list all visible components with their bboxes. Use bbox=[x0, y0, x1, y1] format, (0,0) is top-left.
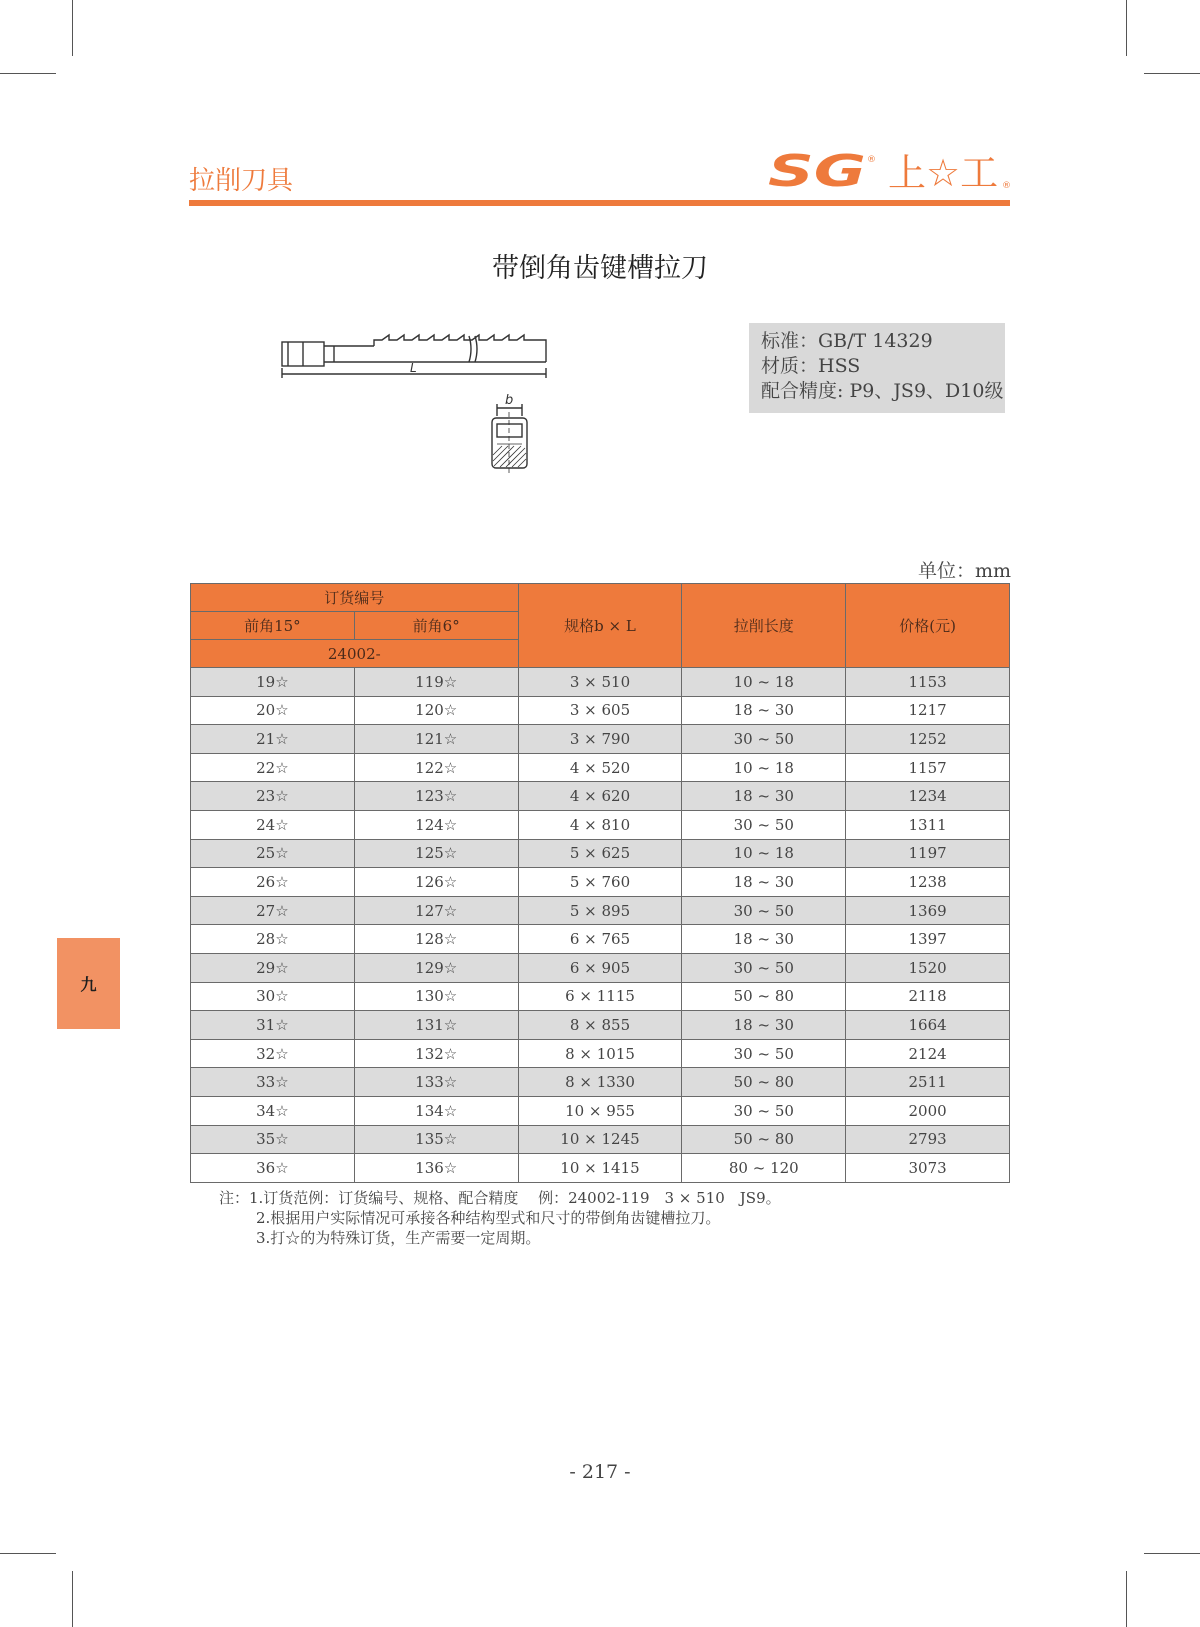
spec-cell: 4 × 810 bbox=[518, 810, 682, 839]
spec-cell: 3 × 790 bbox=[518, 725, 682, 754]
length-cell: 30 ~ 50 bbox=[682, 810, 846, 839]
spec-cell: 6 × 1115 bbox=[518, 982, 682, 1011]
spec-cell: 10 × 1245 bbox=[518, 1125, 682, 1154]
price-cell: 3073 bbox=[846, 1154, 1010, 1183]
order-no-rake6: 133☆ bbox=[354, 1068, 518, 1097]
spec-cell: 8 × 855 bbox=[518, 1011, 682, 1040]
order-no-rake6: 120☆ bbox=[354, 696, 518, 725]
order-no-rake6: 127☆ bbox=[354, 896, 518, 925]
order-no-rake15: 19☆ bbox=[191, 668, 355, 697]
spec-box bbox=[749, 323, 1005, 413]
table-row bbox=[191, 668, 1010, 697]
notes bbox=[219, 1188, 781, 1248]
table-row bbox=[191, 725, 1010, 754]
table-row bbox=[191, 953, 1010, 982]
order-no-rake6: 128☆ bbox=[354, 925, 518, 954]
price-cell: 1252 bbox=[846, 725, 1010, 754]
order-no-rake15: 35☆ bbox=[191, 1125, 355, 1154]
price-cell: 1397 bbox=[846, 925, 1010, 954]
crop-mark bbox=[1144, 1553, 1200, 1554]
price-cell: 1520 bbox=[846, 953, 1010, 982]
page-title: 带倒角齿键槽拉刀 bbox=[492, 253, 708, 284]
table-row bbox=[191, 1011, 1010, 1040]
registered-mark: ® bbox=[867, 155, 876, 165]
length-cell: 30 ~ 50 bbox=[682, 953, 846, 982]
crop-mark bbox=[1126, 1571, 1127, 1627]
crop-mark bbox=[1126, 0, 1127, 56]
order-no-rake15: 31☆ bbox=[191, 1011, 355, 1040]
order-no-rake6: 119☆ bbox=[354, 668, 518, 697]
order-no-rake15: 22☆ bbox=[191, 753, 355, 782]
table-row bbox=[191, 782, 1010, 811]
order-no-rake6: 135☆ bbox=[354, 1125, 518, 1154]
order-no-rake15: 36☆ bbox=[191, 1154, 355, 1183]
order-no-rake15: 28☆ bbox=[191, 925, 355, 954]
chapter-tab: 九 bbox=[57, 938, 120, 1029]
spec-precision: 配合精度: P9、JS9、D10级 bbox=[761, 380, 1004, 402]
length-cell: 18 ~ 30 bbox=[682, 782, 846, 811]
unit-label: 单位：mm bbox=[918, 560, 1012, 582]
length-cell: 30 ~ 50 bbox=[682, 725, 846, 754]
table-row bbox=[191, 1125, 1010, 1154]
order-no-rake15: 26☆ bbox=[191, 868, 355, 897]
order-no-rake6: 129☆ bbox=[354, 953, 518, 982]
spec-cell: 3 × 605 bbox=[518, 696, 682, 725]
length-cell: 10 ~ 18 bbox=[682, 839, 846, 868]
order-no-rake6: 126☆ bbox=[354, 868, 518, 897]
table-row bbox=[191, 810, 1010, 839]
order-no-rake6: 125☆ bbox=[354, 839, 518, 868]
order-no-rake15: 27☆ bbox=[191, 896, 355, 925]
order-no-rake6: 136☆ bbox=[354, 1154, 518, 1183]
price-cell: 2511 bbox=[846, 1068, 1010, 1097]
length-cell: 80 ~ 120 bbox=[682, 1154, 846, 1183]
crop-mark bbox=[1144, 73, 1200, 74]
price-cell: 2124 bbox=[846, 1039, 1010, 1068]
table-body bbox=[191, 668, 1010, 1183]
brand-logo-latin: SG bbox=[768, 148, 866, 196]
spec-cell: 5 × 895 bbox=[518, 896, 682, 925]
table-row bbox=[191, 925, 1010, 954]
length-cell: 18 ~ 30 bbox=[682, 925, 846, 954]
order-no-rake6: 131☆ bbox=[354, 1011, 518, 1040]
spec-cell: 5 × 760 bbox=[518, 868, 682, 897]
length-cell: 30 ~ 50 bbox=[682, 1039, 846, 1068]
table-row bbox=[191, 1068, 1010, 1097]
header-spec: 规格b × L bbox=[518, 584, 682, 668]
order-no-rake15: 25☆ bbox=[191, 839, 355, 868]
spec-cell: 5 × 625 bbox=[518, 839, 682, 868]
price-cell: 1311 bbox=[846, 810, 1010, 839]
table-header bbox=[191, 584, 1010, 668]
spec-cell: 4 × 520 bbox=[518, 753, 682, 782]
width-label: b bbox=[505, 393, 514, 408]
spec-cell: 8 × 1330 bbox=[518, 1068, 682, 1097]
length-cell: 50 ~ 80 bbox=[682, 1125, 846, 1154]
order-no-rake6: 132☆ bbox=[354, 1039, 518, 1068]
length-label: L bbox=[410, 361, 417, 375]
price-cell: 1157 bbox=[846, 753, 1010, 782]
header-prefix: 24002- bbox=[191, 640, 519, 668]
price-cell: 1197 bbox=[846, 839, 1010, 868]
table-row bbox=[191, 839, 1010, 868]
spec-cell: 8 × 1015 bbox=[518, 1039, 682, 1068]
header-rake-15: 前角15° bbox=[191, 612, 355, 640]
header-rake-6: 前角6° bbox=[354, 612, 518, 640]
price-cell: 2118 bbox=[846, 982, 1010, 1011]
price-cell: 1238 bbox=[846, 868, 1010, 897]
table-row bbox=[191, 868, 1010, 897]
note-2: 2.根据用户实际情况可承接各种结构型式和尺寸的带倒角齿键槽拉刀。 bbox=[256, 1209, 721, 1227]
order-no-rake6: 124☆ bbox=[354, 810, 518, 839]
length-cell: 50 ~ 80 bbox=[682, 1068, 846, 1097]
table-row bbox=[191, 1096, 1010, 1125]
spec-cell: 6 × 765 bbox=[518, 925, 682, 954]
table-row bbox=[191, 1154, 1010, 1183]
table-row bbox=[191, 982, 1010, 1011]
table-row bbox=[191, 1039, 1010, 1068]
order-no-rake15: 21☆ bbox=[191, 725, 355, 754]
crop-mark bbox=[72, 0, 73, 56]
note-3: 3.打☆的为特殊订货，生产需要一定周期。 bbox=[256, 1229, 541, 1247]
spec-cell: 10 × 1415 bbox=[518, 1154, 682, 1183]
order-no-rake15: 23☆ bbox=[191, 782, 355, 811]
brand-logo-cn: 上☆工 bbox=[888, 151, 999, 195]
header-length: 拉削长度 bbox=[682, 584, 846, 668]
crop-mark bbox=[0, 1553, 56, 1554]
length-cell: 30 ~ 50 bbox=[682, 896, 846, 925]
price-cell: 1217 bbox=[846, 696, 1010, 725]
crop-mark bbox=[0, 73, 56, 74]
registered-mark: ® bbox=[1002, 181, 1011, 191]
order-no-rake15: 20☆ bbox=[191, 696, 355, 725]
order-no-rake15: 33☆ bbox=[191, 1068, 355, 1097]
price-cell: 1234 bbox=[846, 782, 1010, 811]
spec-material: 材质：HSS bbox=[761, 355, 861, 377]
order-no-rake6: 134☆ bbox=[354, 1096, 518, 1125]
order-no-rake15: 30☆ bbox=[191, 982, 355, 1011]
price-cell: 1664 bbox=[846, 1011, 1010, 1040]
price-cell: 2000 bbox=[846, 1096, 1010, 1125]
table-row bbox=[191, 753, 1010, 782]
spec-cell: 10 × 955 bbox=[518, 1096, 682, 1125]
order-no-rake15: 32☆ bbox=[191, 1039, 355, 1068]
length-cell: 30 ~ 50 bbox=[682, 1096, 846, 1125]
price-cell: 2793 bbox=[846, 1125, 1010, 1154]
spec-cell: 3 × 510 bbox=[518, 668, 682, 697]
crop-mark bbox=[72, 1571, 73, 1627]
order-no-rake6: 121☆ bbox=[354, 725, 518, 754]
header-price: 价格(元) bbox=[846, 584, 1010, 668]
length-cell: 18 ~ 30 bbox=[682, 1011, 846, 1040]
price-cell: 1153 bbox=[846, 668, 1010, 697]
spec-standard: 标准：GB/T 14329 bbox=[761, 330, 933, 352]
order-no-rake6: 123☆ bbox=[354, 782, 518, 811]
table-row bbox=[191, 696, 1010, 725]
order-no-rake15: 34☆ bbox=[191, 1096, 355, 1125]
order-no-rake6: 130☆ bbox=[354, 982, 518, 1011]
section-category: 拉削刀具 bbox=[189, 166, 294, 196]
price-cell: 1369 bbox=[846, 896, 1010, 925]
header-order-no: 订货编号 bbox=[191, 584, 519, 612]
order-no-rake15: 29☆ bbox=[191, 953, 355, 982]
note-1: 注：1.订货范例：订货编号、规格、配合精度 例：24002-119 3 × 510 JS9。 bbox=[219, 1189, 781, 1207]
length-cell: 50 ~ 80 bbox=[682, 982, 846, 1011]
length-cell: 18 ~ 30 bbox=[682, 868, 846, 897]
length-cell: 10 ~ 18 bbox=[682, 668, 846, 697]
price-table bbox=[190, 583, 1010, 1183]
brand-logo bbox=[768, 148, 1013, 196]
header-rule bbox=[189, 200, 1010, 206]
page-number: - 217 - bbox=[569, 1461, 631, 1483]
length-cell: 10 ~ 18 bbox=[682, 753, 846, 782]
spec-cell: 4 × 620 bbox=[518, 782, 682, 811]
broach-drawing bbox=[276, 332, 556, 474]
order-no-rake6: 122☆ bbox=[354, 753, 518, 782]
table-row bbox=[191, 896, 1010, 925]
order-no-rake15: 24☆ bbox=[191, 810, 355, 839]
spec-cell: 6 × 905 bbox=[518, 953, 682, 982]
length-cell: 18 ~ 30 bbox=[682, 696, 846, 725]
